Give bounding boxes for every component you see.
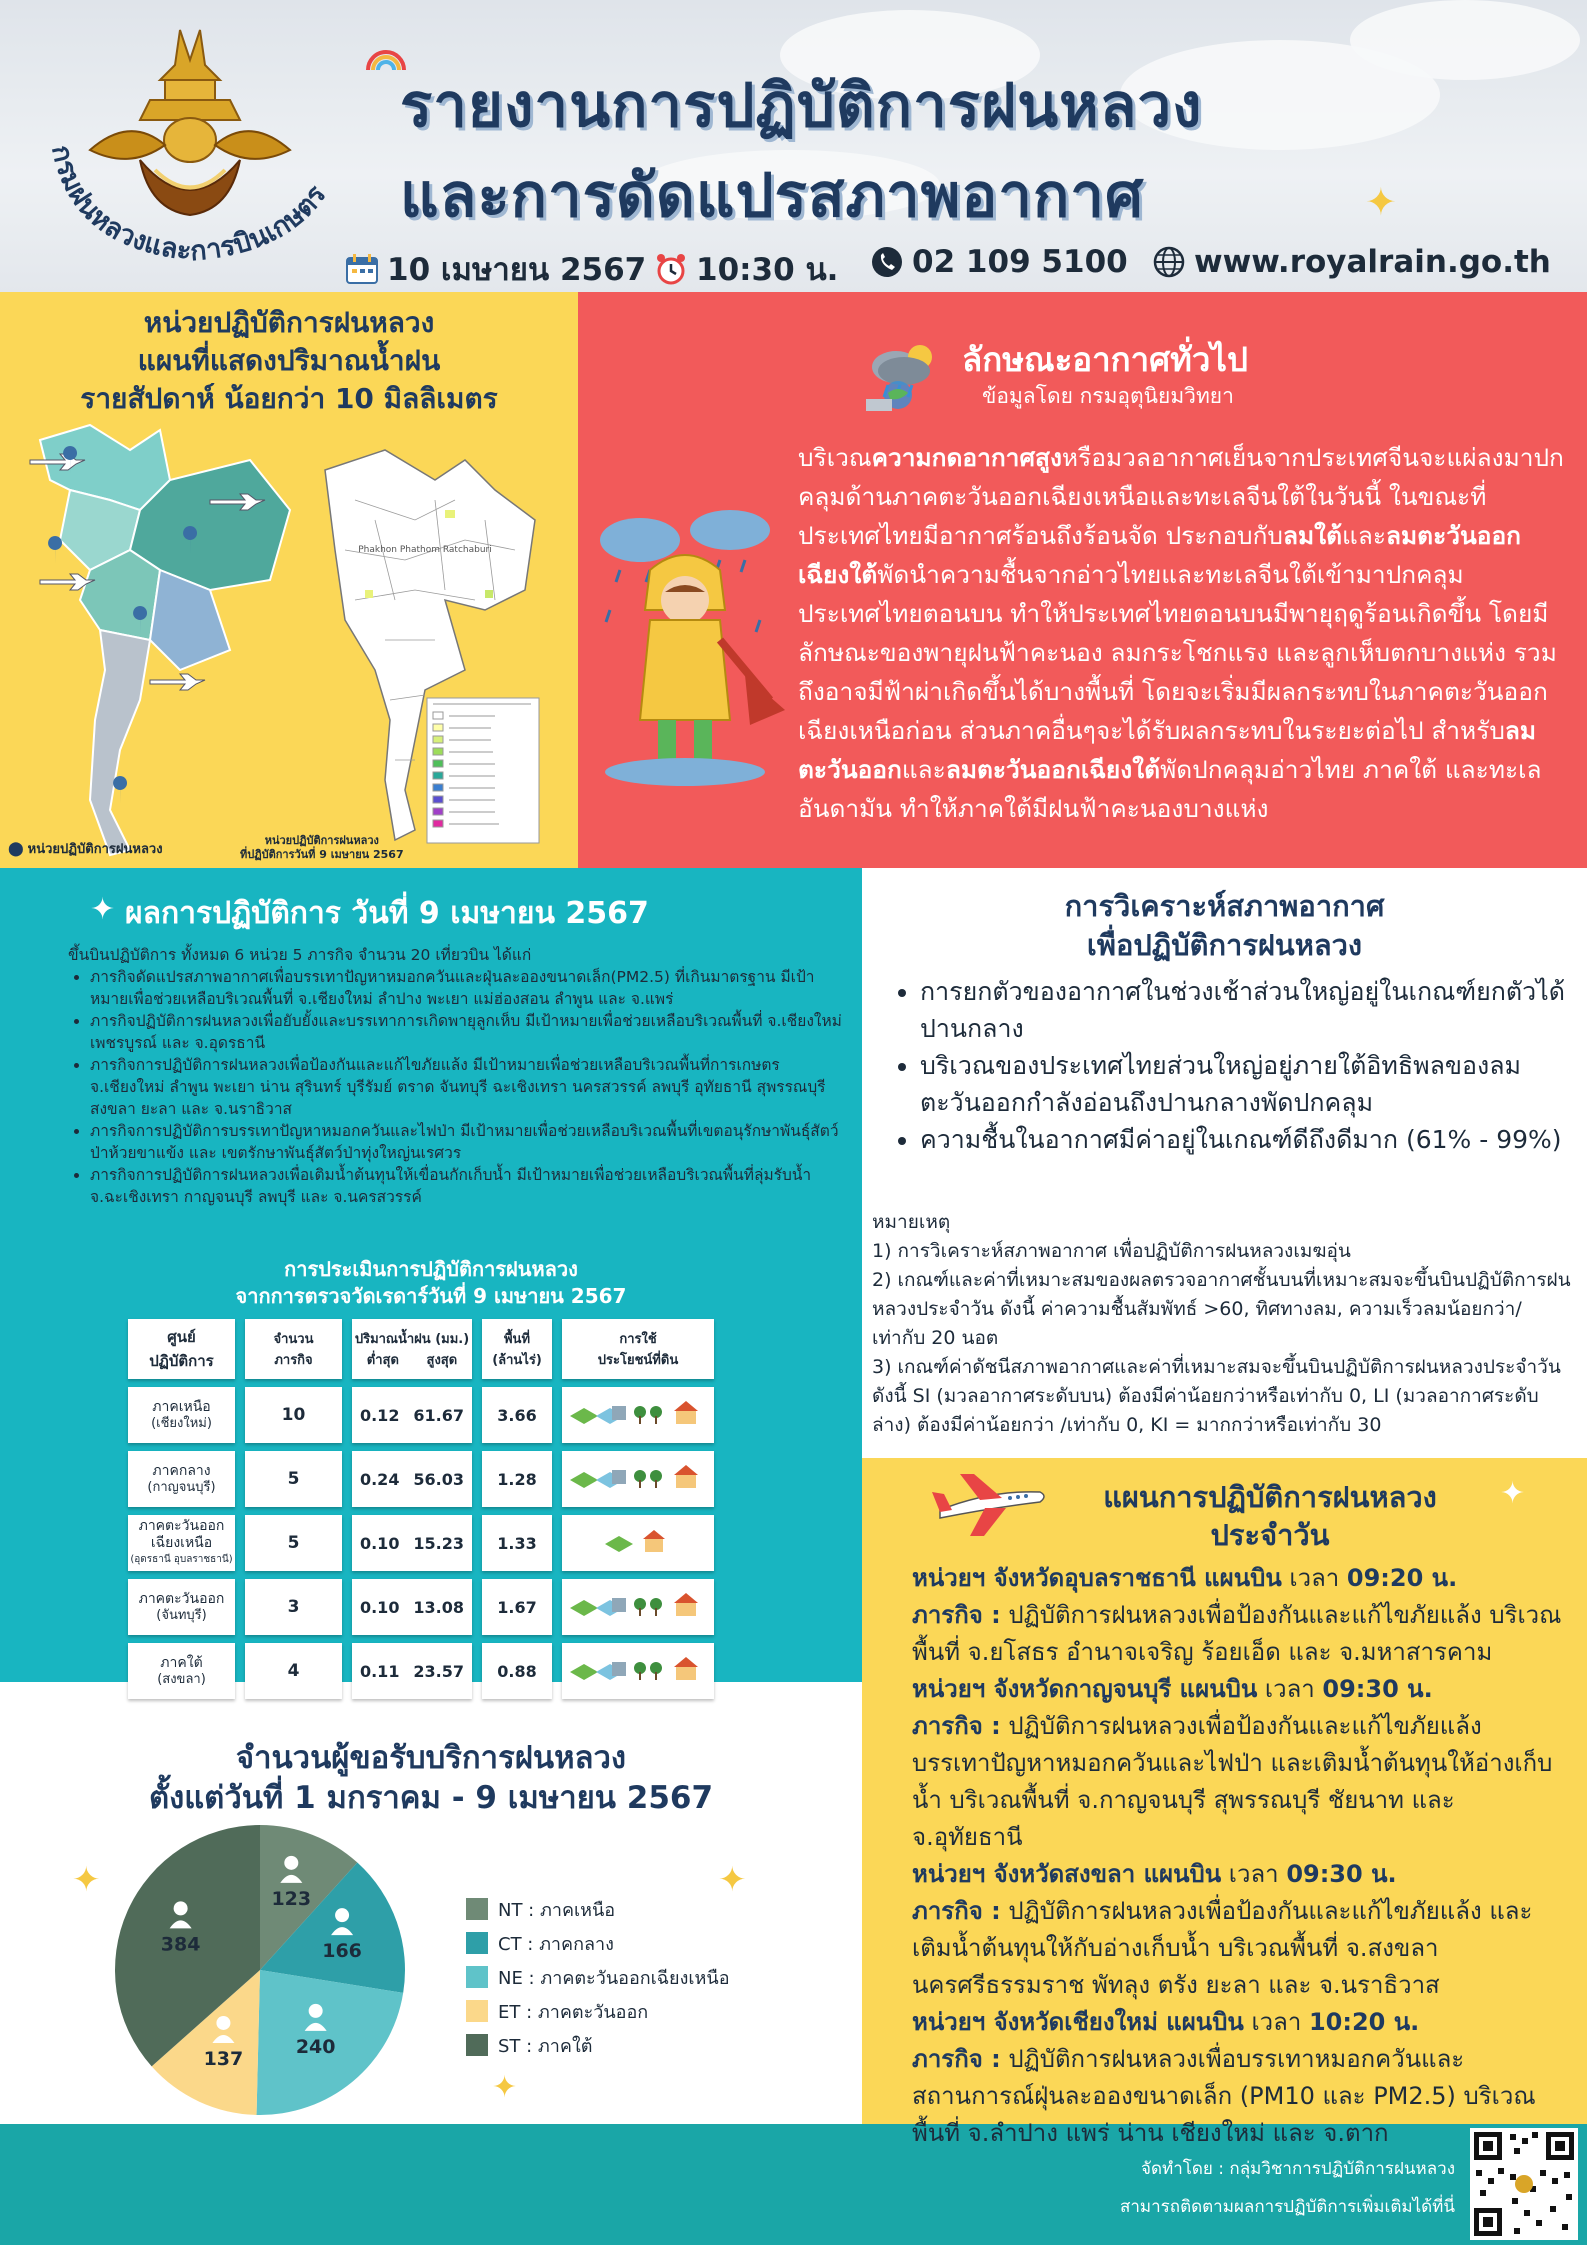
plan-time: 09:30 น.	[1286, 1860, 1397, 1888]
plan-mission-label: ภารกิจ :	[912, 1897, 1001, 1925]
land-use-icons	[568, 1588, 708, 1622]
plan-unit-line	[912, 1560, 1567, 1597]
mission-item: • ภารกิจปฏิบัติการฝนหลวงเพื่อยับยั้งและบรรเทาการเกิดพายุลูกเห็บ มีเป้าหมายเพื่อช่วยเหลือบริเวณพื้นที่ จ.เชียงใหม่ เพชรบูรณ์ และ จ.อุดรธานี	[90, 1010, 848, 1054]
legend-item	[466, 1892, 730, 1926]
report-time	[654, 244, 838, 294]
table-row	[128, 1579, 714, 1635]
plan-unit: หน่วยฯ จังหวัดกาญจนบุรี แผนบิน	[912, 1675, 1258, 1703]
land-use-cell	[562, 1451, 714, 1507]
plan-item	[912, 1856, 1567, 2004]
weather-text: และ	[901, 755, 946, 784]
map-pin-icon: ⬤	[8, 840, 24, 857]
plan-item	[912, 1560, 1567, 1671]
plan-time: 10:20 น.	[1308, 2008, 1420, 2036]
footer-text	[900, 2150, 1455, 2226]
note-item: 1) การวิเคราะห์สภาพอากาศ เพื่อปฏิบัติการฝนหลวงเมฆอุ่น	[872, 1240, 1351, 1262]
rain-cell: 0.10 13.08	[352, 1579, 472, 1635]
map-legend-units: ⬤ หน่วยปฏิบัติการฝนหลวง	[8, 840, 163, 857]
legend-label: ET : ภาคตะวันออก	[498, 2001, 649, 2023]
report-title-line1: รายงานการปฏิบัติการฝนหลวง	[400, 71, 1203, 141]
pie-value-label: 384	[160, 1933, 201, 1956]
weather-title: ลักษณะอากาศทั่วไป	[962, 340, 1248, 379]
weather-text: และ	[1342, 521, 1387, 550]
plan-title: แผนการปฏิบัติการฝนหลวง ประจำวัน	[1103, 1480, 1437, 1552]
rainfall-map	[295, 440, 555, 850]
results-intro: ขึ้นบินปฏิบัติการ ทั้งหมด 6 หน่วย 5 ภารกิจ จำนวน 20 เที่ยวบิน ได้แก่	[68, 946, 532, 964]
royal-rainmaking-emblem	[30, 20, 360, 280]
plan-unit-line	[912, 2004, 1567, 2041]
evaluation-table	[118, 1311, 724, 1707]
weather-text: บริเวณ	[798, 443, 872, 472]
emblem-crest	[90, 30, 290, 215]
legend-swatch	[466, 2034, 488, 2056]
calendar-icon	[345, 252, 379, 286]
missions-cell: 4	[245, 1643, 342, 1699]
weather-text: พัดปกคลุมอ่าวไทย ภาคใต้ และทะเลอันดามัน ทำให้ภาคใต้มีฝนฟ้าคะนองบางแห่ง	[798, 755, 1542, 823]
plan-time-label: เวลา	[1251, 2008, 1302, 2036]
land-use-cell	[562, 1387, 714, 1443]
missions-cell: 10	[245, 1387, 342, 1443]
plan-mission-line	[912, 1597, 1567, 1671]
mission-item: • ภารกิจการปฏิบัติการฝนหลวงเพื่อเติมน้ำต้นทุนให้เขื่อนกักเก็บน้ำ มีเป้าหมายเพื่อช่วยเหลือบริเวณพื้นที่ลุ่มรับน้ำ จ.ฉะเชิงเทรา กาญจนบุรี ลพบุรี และ จ.นครสวรรค์	[90, 1164, 848, 1208]
plan-mission: ปฏิบัติการฝนหลวงเพื่อป้องกันและแก้ไขภัยแล้ง บรรเทาปัญหาหมอกควันและไฟป่า และเติมน้ำต้นทุนให้อ่างเก็บน้ำ บริเวณพื้นที่ จ.กาญจนบุรี สุพรรณบุรี ชัยนาท และ จ.อุทัยธานี	[912, 1712, 1553, 1851]
area-cell: 1.33	[482, 1515, 552, 1571]
plan-mission-line	[912, 1708, 1567, 1856]
plan-unit-line	[912, 1856, 1567, 1893]
col-center: ศูนย์ ปฏิบัติการ	[128, 1319, 235, 1379]
analysis-bullet: • การยกตัวของอากาศในช่วงเช้าส่วนใหญ่อยู่ในเกณฑ์ยกตัวได้ปานกลาง	[920, 973, 1580, 1047]
legend-item	[466, 1994, 730, 2028]
weather-highlight: ลมตะวันออกเฉียงใต้	[945, 755, 1161, 784]
sparkle-icon: ✦	[72, 1860, 101, 1900]
footer-follow-line: สามารถติดตามผลการปฏิบัติการเพิ่มเติมได้ที่นี่	[1119, 2197, 1455, 2217]
analysis-notes	[872, 1208, 1572, 1440]
report-title-line2: และการดัดแปรสภาพอากาศ	[400, 161, 1145, 231]
plan-item	[912, 2004, 1567, 2152]
mission-item: • ภารกิจการปฏิบัติการฝนหลวงเพื่อป้องกันและแก้ไขภัยแล้ง มีเป้าหมายเพื่อช่วยเหลือบริเวณพื้นที่การเกษตรจ.เชียงใหม่ ลำพูน พะเยา น่าน สุรินทร์ บุรีรัมย์ ตราด จันทบุรี ฉะเชิงเทรา นครสวรรค์ ลพบุรี อุทัยธานี สุพรรณบุรี สงขลา ยะลา และ จ.นราธิวาส	[90, 1054, 848, 1120]
table-row	[128, 1387, 714, 1443]
weather-body	[798, 438, 1568, 828]
missions-cell: 5	[245, 1451, 342, 1507]
results-text	[68, 944, 848, 1208]
sparkle-icon: ✦	[1500, 1476, 1526, 1511]
area-cell: 1.28	[482, 1451, 552, 1507]
area-cell: 1.67	[482, 1579, 552, 1635]
plan-time: 09:20 น.	[1346, 1564, 1458, 1592]
map-title-line3: รายสัปดาห์ น้อยกว่า 10 มิลลิเมตร	[80, 382, 498, 415]
center-cell: ภาคกลาง (กาญจนบุรี)	[128, 1451, 235, 1507]
legend-swatch	[466, 1898, 488, 1920]
plan-unit: หน่วยฯ จังหวัดสงขลา แผนบิน	[912, 1860, 1222, 1888]
pie-legend	[466, 1892, 730, 2062]
map-place-label: Phakhon Phathom Ratchaburi	[358, 545, 492, 555]
sparkle-icon: ✦	[718, 1860, 747, 1900]
legend-swatch	[466, 1966, 488, 1988]
weather-source: ข้อมูลโดย กรมอุตุนิยมวิทยา	[982, 384, 1234, 408]
date-text: 10 เมษายน 2567	[387, 252, 647, 288]
map-legend-ops: หน่วยปฏิบัติการฝนหลวง ที่ปฏิบัติการวันที่ 9 เมษายน 2567	[240, 834, 404, 861]
rain-cell: 0.11 23.57	[352, 1643, 472, 1699]
rainfall-legend	[427, 698, 539, 843]
sparkle-icon: ✦	[90, 892, 116, 927]
rain-cell: 0.24 56.03	[352, 1451, 472, 1507]
website-text: www.royalrain.go.th	[1194, 244, 1551, 280]
child-in-raincoat-illustration	[580, 500, 790, 800]
table-row	[128, 1643, 714, 1699]
plan-mission: ปฏิบัติการฝนหลวงเพื่อบรรเทาหมอกควันและสถานการณ์ฝุ่นละอองขนาดเล็ก (PM10 และ PM2.5) บริเวณพื้นที่ จ.ลำปาง แพร่ น่าน เชียงใหม่ และ จ.ตาก	[912, 2045, 1536, 2147]
legend-swatch	[466, 2000, 488, 2022]
emblem-arc-text: กรมฝนหลวงและการบินเกษตร	[45, 142, 333, 268]
pie-value-label: 166	[322, 1940, 362, 1963]
weather-text: พัดนำความชื้นจากอ่าวไทยและทะเลจีนใต้เข้ามาปกคลุมประเทศไทยตอนบน ทำให้ประเทศไทยตอนบนมีพายุฤดูร้อนเกิดขึ้น โดยมีลักษณะของพายุฝนฟ้าคะนอง ลมกระโชกแรง และลูกเห็บตกบางแห่ง รวมถึงอาจมีฟ้าผ่าเกิดขึ้นได้บางพื้นที่ โดยจะเริ่มมีผลกระทบในภาคตะวันออกเฉียงเหนือก่อน ส่วนภาคอื่นๆจะได้รับผลกระทบในระยะต่อไป สำหรับ	[798, 560, 1557, 745]
plan-mission: ปฏิบัติการฝนหลวงเพื่อป้องกันและแก้ไขภัยแล้ง และเติมน้ำต้นทุนให้กับอ่างเก็บน้ำ บริเวณพื้นที่ จ.สงขลา นครศรีธรรมราช พัทลุง ตรัง ยะลา และ จ.นราธิวาส	[912, 1897, 1533, 1999]
plan-mission: ปฏิบัติการฝนหลวงเพื่อป้องกันและแก้ไขภัยแล้ง บริเวณพื้นที่ จ.ยโสธร อำนาจเจริญ ร้อยเอ็ด และ จ.มหาสารคาม	[912, 1601, 1562, 1666]
weather-icon	[858, 335, 948, 415]
land-use-cell	[562, 1643, 714, 1699]
center-cell: ภาคเหนือ (เชียงใหม่)	[128, 1387, 235, 1443]
center-cell: ภาคตะวันออก (จันทบุรี)	[128, 1579, 235, 1635]
table-row	[128, 1515, 714, 1571]
area-cell: 0.88	[482, 1643, 552, 1699]
analysis-title: การวิเคราะห์สภาพอากาศ เพื่อปฏิบัติการฝนหลวง	[1064, 889, 1385, 962]
alarm-clock-icon	[654, 252, 688, 286]
operation-units-map	[10, 420, 310, 860]
requests-pie-chart	[110, 1820, 410, 2120]
col-land-use: การใช้ ประโยชน์ที่ดิน	[562, 1319, 714, 1379]
col-missions: จำนวน ภารกิจ	[245, 1319, 342, 1379]
requests-title: จำนวนผู้ขอรับบริการฝนหลวง ตั้งแต่วันที่ 1 มกราคม - 9 เมษายน 2567	[148, 1740, 714, 1816]
mission-list	[68, 966, 848, 1208]
legend-label: NT : ภาคเหนือ	[498, 1899, 616, 1921]
area-cell: 3.66	[482, 1387, 552, 1443]
land-use-icons	[568, 1396, 708, 1430]
note-title: หมายเหตุ	[872, 1211, 951, 1233]
report-date	[345, 244, 646, 294]
map-panel-title	[0, 304, 578, 418]
website-link[interactable]	[1152, 244, 1551, 280]
table-header-row	[128, 1319, 714, 1379]
note-item: 3) เกณฑ์ค่าดัชนีสภาพอากาศและค่าที่เหมาะสมจะขึ้นบินปฏิบัติการฝนหลวงประจำวัน ดังนี้ SI (มวลอากาศระดับบน) ต้องมีค่าน้อยกว่าหรือเท่ากับ 0, LI (มวลอากาศระดับล่าง) ต้องมีค่าน้อยกว่า /เท่ากับ 0, KI = มากกว่าหรือเท่ากับ 30	[872, 1356, 1561, 1436]
legend-label: ST : ภาคใต้	[498, 2035, 593, 2057]
map-title-line2: แผนที่แสดงปริมาณน้ำฝน	[137, 344, 441, 377]
missions-cell: 5	[245, 1515, 342, 1571]
plan-time-label: เวลา	[1289, 1564, 1340, 1592]
evaluation-title: การประเมินการปฏิบัติการฝนหลวง จากการตรวจวัดเรดาร์วันที่ 9 เมษายน 2567	[235, 1257, 627, 1308]
sparkle-icon: ✦	[1365, 180, 1397, 224]
legend-label: NE : ภาคตะวันออกเฉียงเหนือ	[498, 1967, 730, 1989]
mission-item: • ภารกิจการปฏิบัติการบรรเทาปัญหาหมอกควันและไฟป่า มีเป้าหมายเพื่อช่วยเหลือบริเวณพื้นที่เขตอนุรักษาพันธุ์สัตว์ป่าห้วยขาแข้ง และ เขตรักษาพันธุ์สัตว์ป่าทุ่งใหญ่นเรศวร	[90, 1120, 848, 1164]
plan-mission-label: ภารกิจ :	[912, 1601, 1001, 1629]
center-cell: ภาคใต้ (สงขลา)	[128, 1643, 235, 1699]
land-use-icons	[568, 1652, 708, 1686]
plan-unit: หน่วยฯ จังหวัดอุบลราชธานี แผนบิน	[912, 1564, 1282, 1592]
sparkle-icon: ✦	[492, 2070, 518, 2105]
missions-cell: 3	[245, 1579, 342, 1635]
legend-item	[466, 2028, 730, 2062]
globe-icon	[1152, 245, 1186, 279]
pie-value-label: 123	[271, 1887, 312, 1910]
map-title-line1: หน่วยปฏิบัติการฝนหลวง	[143, 306, 435, 339]
rain-cell: 0.10 15.23	[352, 1515, 472, 1571]
weather-highlight: ลมตะวันออก	[798, 716, 1537, 784]
phone-icon	[870, 245, 904, 279]
analysis-bullets	[880, 973, 1580, 1158]
weather-highlight: ความกดอากาศสูง	[871, 443, 1062, 472]
legend-label: CT : ภาคกลาง	[498, 1933, 614, 1955]
analysis-bullet: • ความชื้นในอากาศมีค่าอยู่ในเกณฑ์ดีถึงดีมาก (61% - 99%)	[920, 1121, 1580, 1158]
rain-cell: 0.12 61.67	[352, 1387, 472, 1443]
results-title: ผลการปฏิบัติการ วันที่ 9 เมษายน 2567	[125, 896, 649, 931]
mission-item: • ภารกิจดัดแปรสภาพอากาศเพื่อบรรเทาปัญหาหมอกควันและฝุ่นละอองขนาดเล็ก(PM2.5) ที่เกินมาตรฐาน มีเป้าหมายเพื่อช่วยเหลือบริเวณพื้นที่ จ.เชียงใหม่ ลำปาง พะเยา แม่ฮ่องสอน ลำพูน และ จ.แพร่	[90, 966, 848, 1010]
land-use-cell	[562, 1515, 714, 1571]
plan-time: 09:30 น.	[1322, 1675, 1433, 1703]
center-cell: ภาคตะวันออก เฉียงเหนือ (อุดรธานี อุบลราชธานี)	[128, 1515, 235, 1571]
weather-highlight: ลมใต้	[1283, 521, 1343, 550]
legend-item	[466, 1926, 730, 1960]
plan-mission-line	[912, 2041, 1567, 2152]
plan-time-label: เวลา	[1264, 1675, 1315, 1703]
land-use-icons	[568, 1460, 708, 1494]
plan-unit: หน่วยฯ จังหวัดเชียงใหม่ แผนบิน	[912, 2008, 1244, 2036]
land-use-cell	[562, 1579, 714, 1635]
footer-by-line: จัดทำโดย : กลุ่มวิชาการปฏิบัติการฝนหลวง	[1141, 2159, 1455, 2179]
pie-value-label: 240	[295, 2035, 336, 2058]
weather-highlight: ลมตะวันออกเฉียงใต้	[798, 521, 1522, 589]
plan-item	[912, 1671, 1567, 1856]
plan-unit-line	[912, 1671, 1567, 1708]
plan-list	[912, 1560, 1567, 2152]
plan-mission-label: ภารกิจ :	[912, 2045, 1001, 2073]
col-rain: ปริมาณน้ำฝน (มม.) ต่ำสุด สูงสุด	[352, 1319, 472, 1379]
plan-mission-line	[912, 1893, 1567, 2004]
pie-value-label: 137	[203, 2047, 244, 2070]
land-use-icons	[603, 1524, 673, 1558]
weather-text: หรือมวลอากาศเย็นจากประเทศจีนจะแผ่ลงมาปกคลุมด้านภาคตะวันออกเฉียงเหนือและทะเลจีนใต้ในวันนี้ ในขณะที่ประเทศไทยมีอากาศร้อนถึงร้อนจัด ประกอบกับ	[798, 443, 1564, 550]
analysis-bullet: • บริเวณของประเทศไทยส่วนใหญ่อยู่ภายใต้อิทธิพลของลมตะวันออกกำลังอ่อนถึงปานกลางพัดปกคลุม	[920, 1047, 1580, 1121]
plan-time-label: เวลา	[1228, 1860, 1279, 1888]
note-item: 2) เกณฑ์และค่าที่เหมาะสมของผลตรวจอากาศชั้นบนที่เหมาะสมจะขึ้นบินปฏิบัติการฝนหลวงประจำวัน ดังนี้ ค่าความชื้นสัมพัทธ์ >60, ทิศทางลม, ความเร็วลมน้อยกว่า/เท่ากับ 20 นอต	[872, 1269, 1571, 1349]
col-area: พื้นที่ (ล้านไร่)	[482, 1319, 552, 1379]
table-row	[128, 1451, 714, 1507]
qr-code[interactable]	[1470, 2128, 1578, 2240]
phone-contact[interactable]	[870, 244, 1128, 280]
legend-item	[466, 1960, 730, 1994]
phone-text: 02 109 5100	[912, 244, 1128, 280]
plan-mission-label: ภารกิจ :	[912, 1712, 1001, 1740]
time-text: 10:30 น.	[696, 252, 839, 288]
legend-swatch	[466, 1932, 488, 1954]
